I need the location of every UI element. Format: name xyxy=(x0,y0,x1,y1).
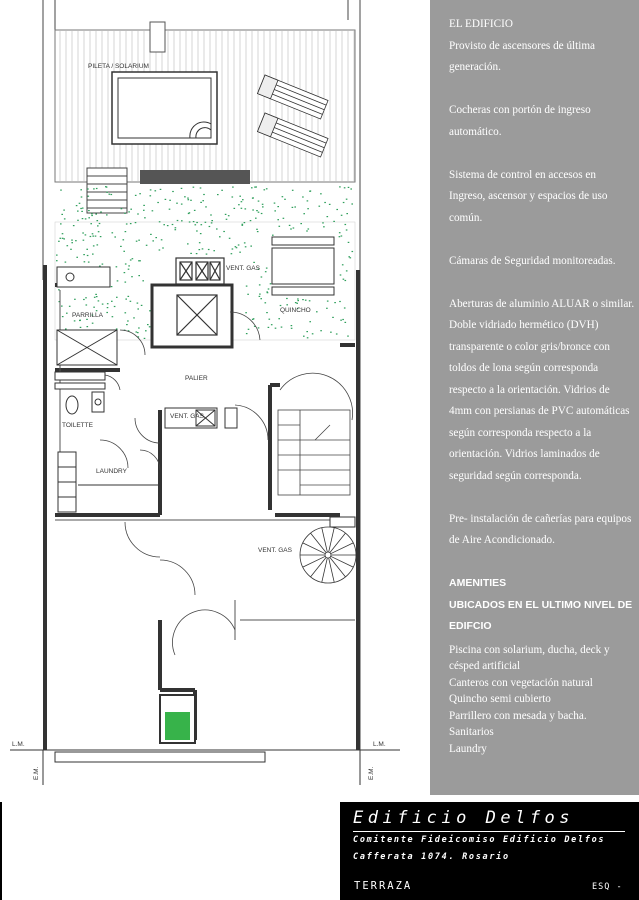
toilette xyxy=(55,372,105,414)
amenity-item: Sanitarios xyxy=(449,726,494,738)
amenity-item: Piscina con solarium, ducha, deck y césped artificial xyxy=(449,643,610,672)
amenities-heading: AMENITIES xyxy=(449,577,507,589)
laundry-label: LAUNDRY xyxy=(96,468,127,475)
building-heading: EL EDIFICIO xyxy=(449,18,513,30)
title-block xyxy=(340,802,639,900)
stairwell xyxy=(278,410,350,495)
planter-top xyxy=(140,170,250,184)
em-left-label: E.M. xyxy=(33,766,40,780)
feature-access-control: Sistema de control en accesos en Ingreso, ascensor y espacios de uso común. xyxy=(449,168,608,224)
feature-windows: Aberturas de aluminio ALUAR o similar. Doble vidriado hermético (DVH) transparente o color gris/bronce con toldos de lona según corresponda respecto a la orientación. Vidrios de 4mm con persianas de PVC automáticas según corresponda respecto a la orientación. Vidrios laminados de seguridad según corresponda. xyxy=(449,297,635,482)
parrilla-label: PARRILLA xyxy=(72,312,103,319)
deck-steps xyxy=(87,168,127,213)
lm-left-label: L.M. xyxy=(12,741,25,748)
spiral-staircase xyxy=(300,527,356,583)
amenity-item: Laundry xyxy=(449,742,487,755)
pool-label: PILETA / SOLARIUM xyxy=(88,63,149,70)
frame-edge xyxy=(0,802,2,900)
address-line: Cafferata 1074. Rosario xyxy=(353,852,510,862)
amenity-item: Parrillero con mesada y bacha. xyxy=(449,709,587,722)
feature-air-conditioning: Pre- instalación de cañerías para equipos de Aire Acondicionado. xyxy=(449,512,632,546)
palier-label: PALIER xyxy=(185,375,208,382)
title-divider xyxy=(353,831,625,832)
toilette-label: TOILETTE xyxy=(62,422,93,429)
amenity-item: Canteros con vegetación natural xyxy=(449,676,593,689)
vent-gas-c-label: VENT. GAS xyxy=(258,547,292,554)
sheet-name: TERRAZA xyxy=(354,880,413,892)
laundry xyxy=(58,452,158,512)
feature-cameras: Cámaras de Seguridad monitoreadas. xyxy=(449,254,616,267)
feature-garage: Cocheras con portón de ingreso automático. xyxy=(449,104,591,138)
sheet-code: ESQ - xyxy=(592,882,623,892)
vent-gas-a-label: VENT. GAS xyxy=(226,265,260,272)
amenity-item: Quincho semi cubierto xyxy=(449,693,551,705)
em-right-label: E.M. xyxy=(368,766,375,780)
client-line: Comitente Fideicomiso Edificio Delfos xyxy=(353,835,606,845)
amenities-subheading: UBICADOS EN EL ULTIMO NIVEL DE EDIFCIO xyxy=(449,598,633,632)
lm-right-label: L.M. xyxy=(373,741,386,748)
feature-elevators: Provisto de ascensores de última generación. xyxy=(449,39,596,73)
quincho-label: QUINCHO xyxy=(280,307,311,314)
planter-bottom xyxy=(160,695,195,743)
vent-gas-b-label: VENT. GAS xyxy=(170,413,204,420)
features-panel xyxy=(430,0,639,795)
project-title: Edificio Delfos xyxy=(353,808,575,828)
pool xyxy=(112,72,217,144)
